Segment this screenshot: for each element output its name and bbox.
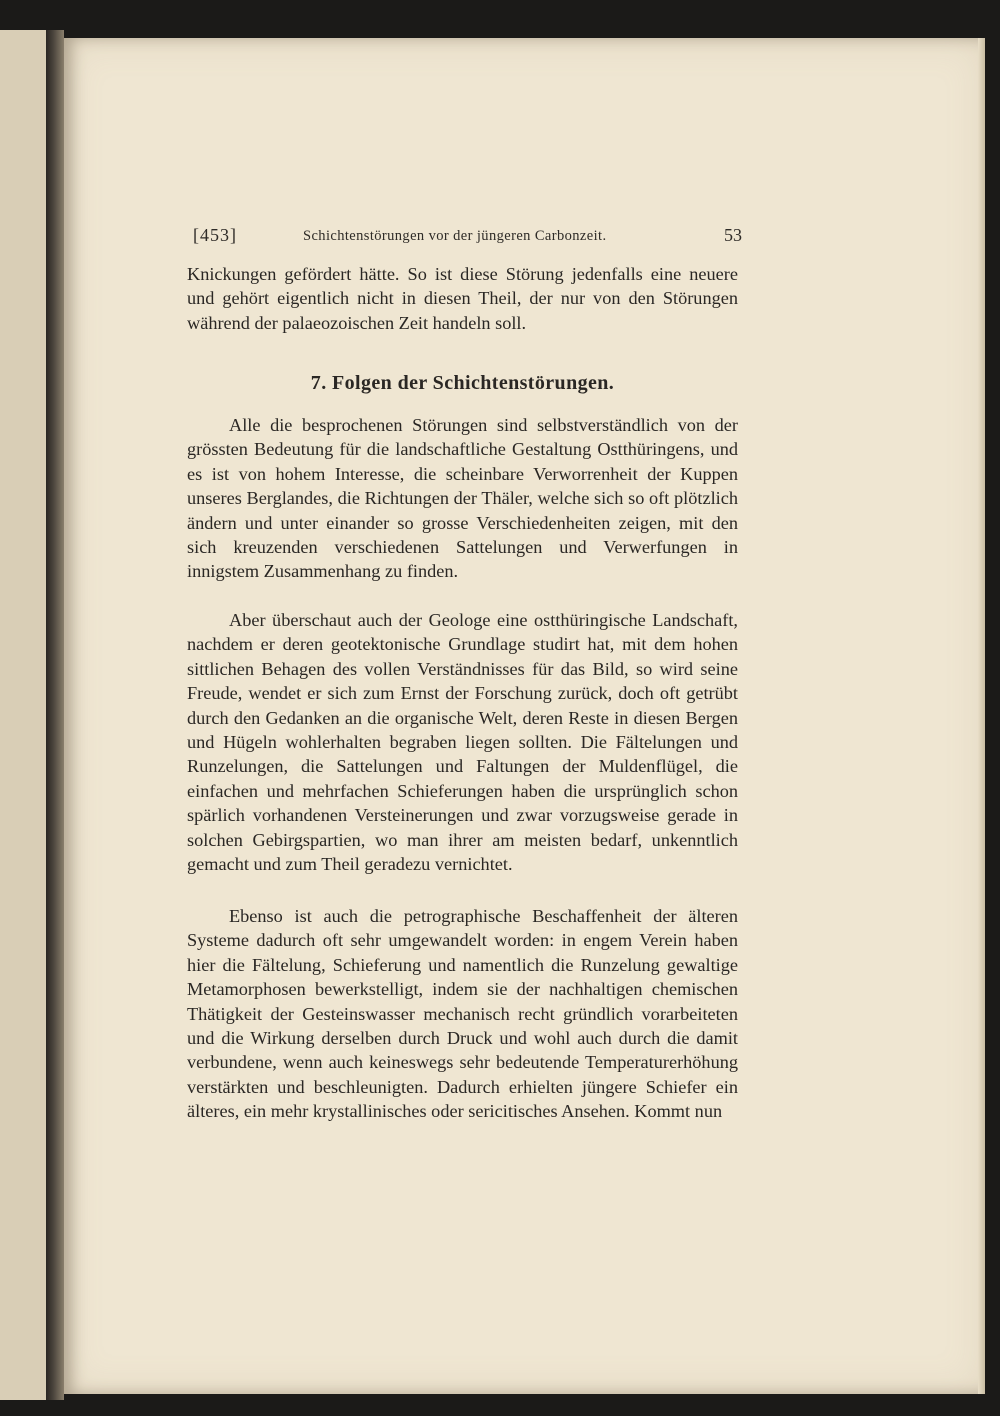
section-heading: 7. Folgen der Schichtenstörungen. (310, 372, 615, 394)
paragraph: Alle die besprochenen Störungen sind selbstverständlich von der grössten Bedeutung für die landschaftliche Gestaltung Ostthüringens, und es ist von hohem Interesse, die scheinbare Verworrenheit der Kuppen unseres Berglandes, die Richtungen der Thäler, welche sich so oft plötzlich ändern und unter einander so grosse Verschiedenheiten zeigen, mit den sich kreuzenden verschiedenen Sattelungen und Verwerfungen in innigstem Zusammenhang zu finden. (187, 415, 738, 582)
paragraph: Ebenso ist auch die petrographische Beschaffenheit der älteren Systeme dadurch oft sehr umgewandelt worden: in engem Verein haben hier die Fältelung, Schieferung und namentlich die Runzelung gewaltige Metamorphosen bewerkstelligt, indem sie der nachhaltigen chemischen Thätigkeit der Gesteinswasser mechanisch recht gründlich vorarbeiteten und die Wirkung derselben durch Druck und wohl auch durch die damit verbundene, wenn auch keineswegs sehr bedeutende Temperaturerhöhung verstärkten und beschleunigten. Dadurch erhielten jüngere Schiefer ein älteres, ein mehr krystallinisches oder sericitisches Ansehen. Kommt nun (187, 906, 738, 1122)
running-header (193, 225, 742, 251)
page-number: 53 (724, 225, 742, 245)
running-title: Schichtenstörungen vor der jüngeren Carbonzeit. (303, 228, 607, 244)
paragraph-continuation: Knickungen gefördert hätte. So ist diese Störung jedenfalls eine neuere und gehört eigentlich nicht in diesen Theil, der nur von den Störungen während der palaeozoischen Zeit handeln soll. (187, 264, 738, 333)
paragraph: Aber überschaut auch der Geologe eine ostthüringische Landschaft, nachdem er deren geotektonische Grundlage studirt hat, mit dem hohen sittlichen Behagen des vollen Verständnisses für das Bild, so wird seine Freude, wendet er sich zum Ernst der Forschung zurück, doch oft getrübt durch den Gedanken an die organische Welt, deren Reste in diesen Bergen und Hügeln wohlerhalten begraben liegen sollten. Die Fältelungen und Runzelungen, die Sattelungen und Faltungen der Muldenflügel, die einfachen und mehrfachen Schieferungen haben die ursprünglich schon spärlich vorhandenen Versteinerungen und zwar vorzugsweise gerade in solchen Gebirgspartien, wo man ihrer am meisten bedarf, unkenntlich gemacht und zum Theil geradezu vernichtet. (187, 610, 738, 875)
book-gutter (46, 30, 64, 1400)
bracketed-page-number: [453] (193, 225, 237, 245)
page-edge-shadow (978, 38, 985, 1394)
left-page-edge (0, 30, 46, 1400)
